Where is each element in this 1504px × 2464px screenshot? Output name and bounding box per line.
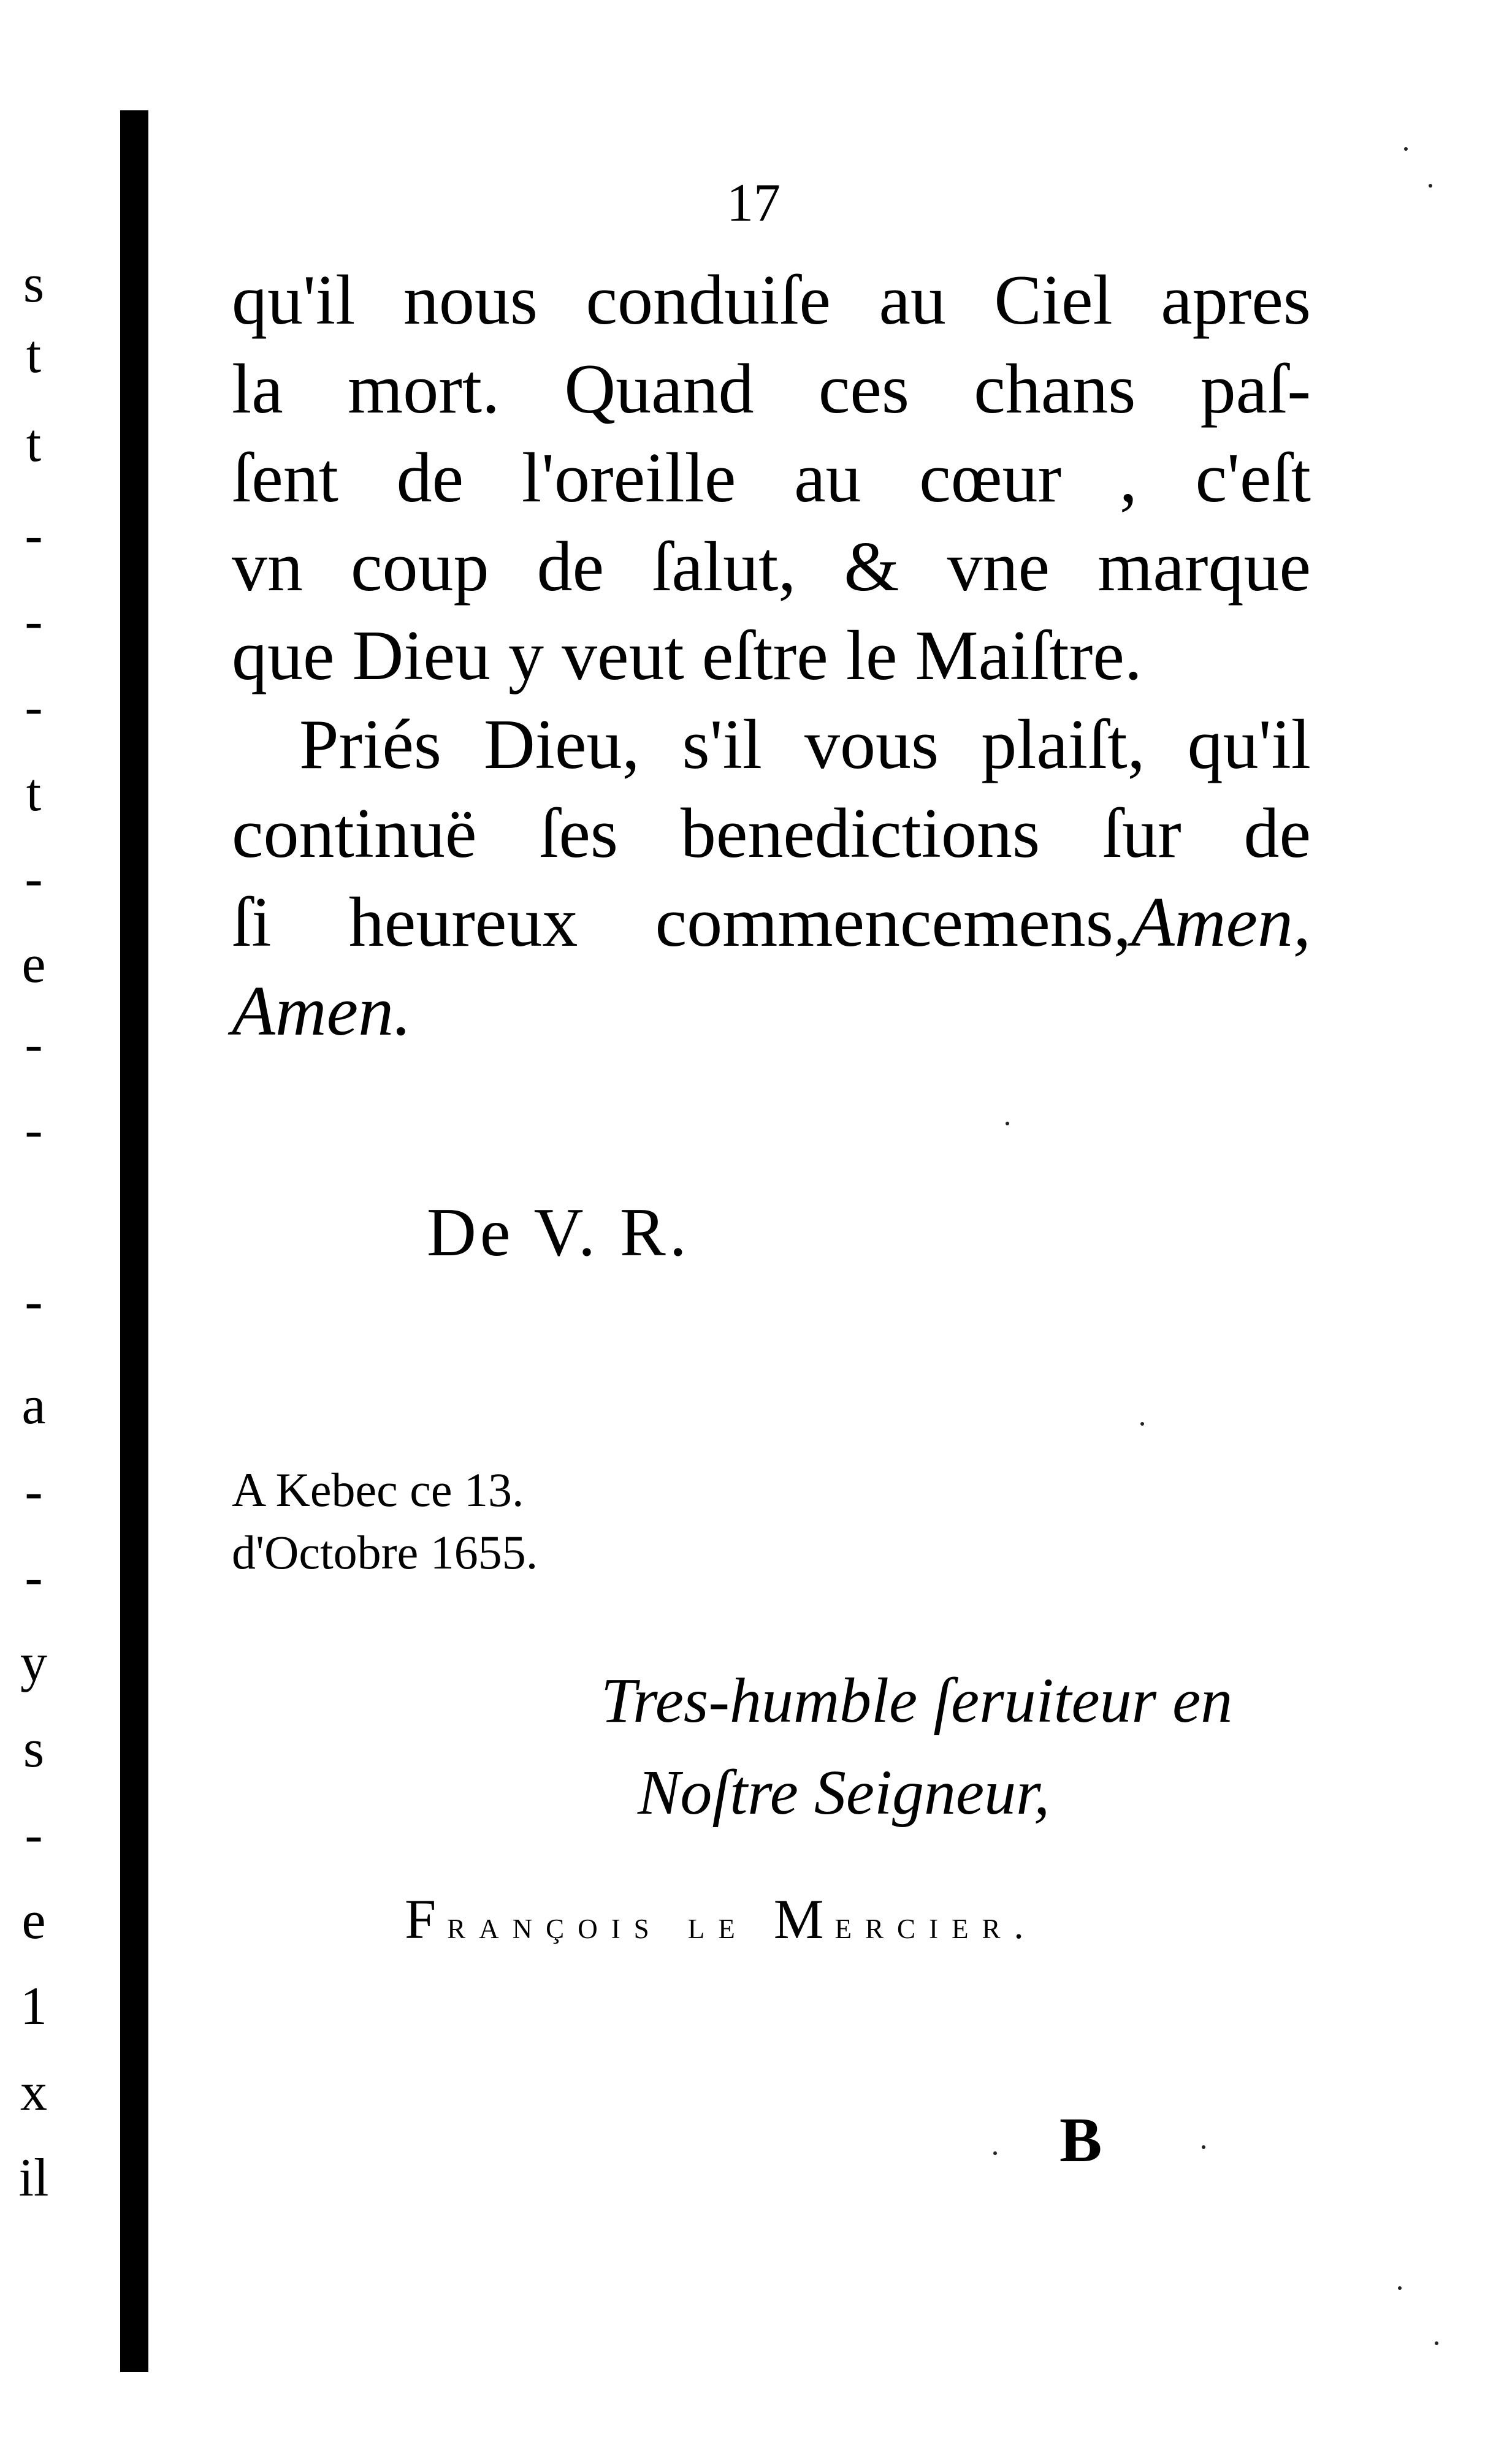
text-line: qu'il nous conduiſe au Ciel apres [232, 261, 1311, 340]
text-line: Priés Dieu, s'il vous plaiſt, qu'il [299, 705, 1311, 784]
amen-final: Amen. [232, 972, 412, 1051]
signature-initial: F [405, 1888, 448, 1950]
bleed-char: y [20, 1633, 47, 1693]
bleed-char: - [25, 1805, 43, 1865]
bleed-char: - [25, 677, 43, 737]
bleed-char: t [26, 763, 42, 823]
print-speck [993, 2151, 997, 2155]
gathering-signature-mark: B [1059, 2105, 1102, 2175]
signature-part: rançois [447, 1903, 663, 1947]
bleed-char: - [25, 849, 43, 908]
place-date [232, 1459, 538, 1584]
bleed-char: x [20, 2063, 47, 2122]
print-speck [1435, 2341, 1438, 2345]
closing-formula [601, 1655, 1312, 1839]
bleed-char: t [26, 325, 42, 384]
text-line-part: ſi heureux commencemens, [232, 883, 1131, 962]
bleed-char: - [25, 1548, 43, 1607]
bleed-char: - [25, 1100, 43, 1160]
text-line-with-amen [232, 878, 1311, 967]
closing-line: Tres-humble ſeruiteur en [601, 1665, 1233, 1736]
text-line: continuë ſes benedictions ſur de [232, 794, 1311, 873]
bleed-char: - [25, 1462, 43, 1521]
salutation: De V. R. [427, 1195, 690, 1271]
bleed-char: s [23, 1719, 45, 1779]
print-speck [1404, 147, 1408, 151]
signature-part: ercier. [834, 1903, 1037, 1947]
bleed-char: - [25, 591, 43, 651]
bleed-char: il [18, 2148, 49, 2208]
author-signature [405, 1888, 1037, 1950]
bleed-char: - [25, 1014, 43, 1074]
amen-italic: Amen, [1131, 883, 1311, 962]
place-line: A Kebec ce 13. [232, 1463, 524, 1516]
bleed-char: e [21, 935, 46, 994]
text-line: que Dieu y veut eſtre le Maiſtre. [232, 617, 1142, 695]
facing-page-bleed [0, 239, 67, 2323]
print-speck [1006, 1122, 1009, 1125]
page-number: 17 [727, 173, 781, 233]
bleed-char: e [21, 1891, 46, 1950]
print-speck [1140, 1422, 1144, 1426]
bleed-char: 1 [20, 1977, 47, 2036]
bleed-char: - [25, 506, 43, 565]
print-speck [1202, 2145, 1205, 2149]
bleed-char: s [23, 254, 45, 314]
print-speck [1429, 184, 1432, 188]
text-line: vn coup de ſalut, & vne marque [232, 528, 1311, 606]
print-speck [1398, 2286, 1402, 2290]
text-line: ſent de l'oreille au cœur , c'eſt [232, 439, 1311, 517]
closing-line: Noſtre Seigneur, [638, 1757, 1050, 1828]
signature-initial: M [773, 1888, 835, 1950]
bleed-char: - [25, 1272, 43, 1331]
date-line: d'Octobre 1655. [232, 1526, 538, 1579]
bleed-char: a [21, 1376, 46, 1435]
text-line: la mort. Quand ces chans paſ- [232, 350, 1311, 428]
signature-particle: le [687, 1903, 749, 1947]
bleed-char: t [26, 414, 42, 473]
body-paragraphs [232, 256, 1311, 1056]
binding-gutter [120, 110, 148, 2372]
